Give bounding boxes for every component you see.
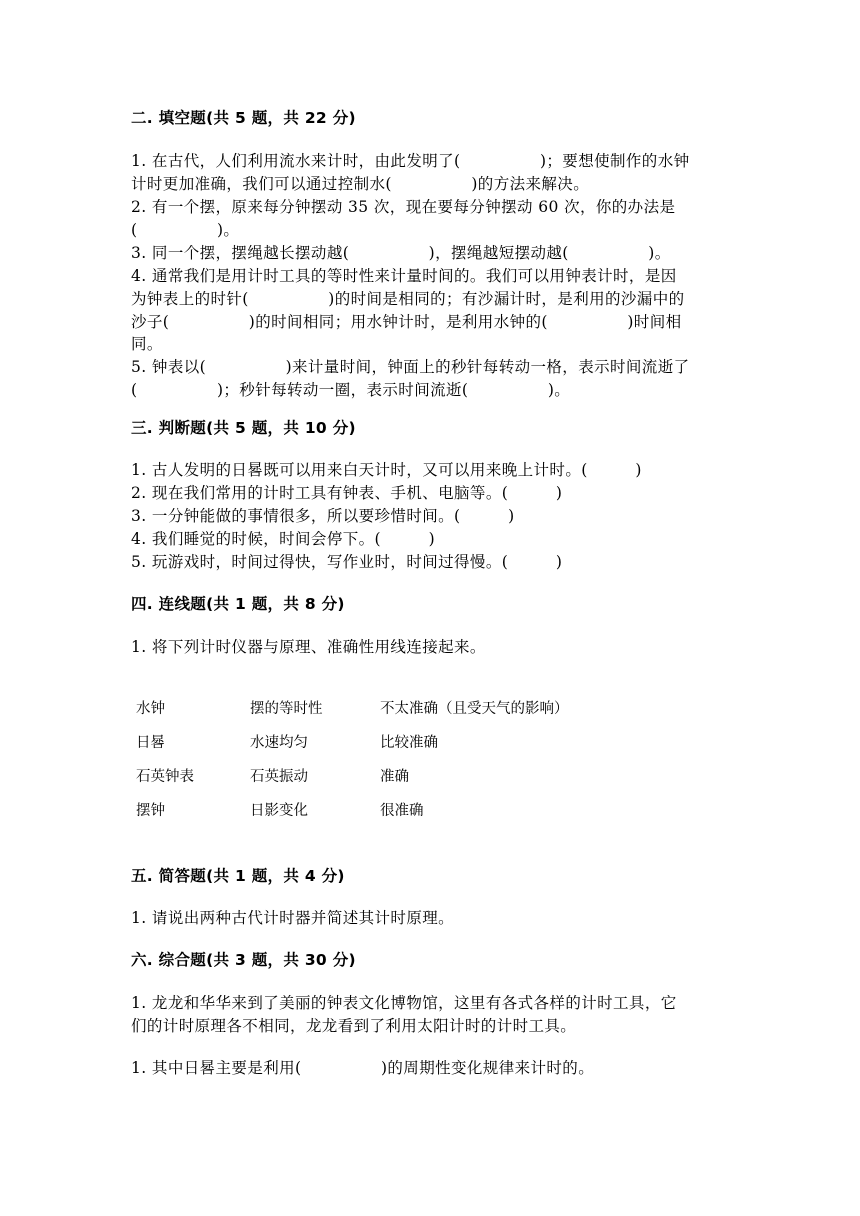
instrument-item: 日晷 <box>136 735 165 751</box>
accuracy-item: 准确 <box>380 769 409 785</box>
s6-intro-line-2: 们的计时原理各不相同，龙龙看到了利用太阳计时的计时工具。 <box>131 1017 577 1035</box>
instrument-item: 摆钟 <box>136 803 165 819</box>
instrument-item: 水钟 <box>136 701 165 717</box>
s3-line-5: 5. 玩游戏时，时间过得快，写作业时，时间过得慢。( ) <box>131 553 563 571</box>
principle-item: 石英振动 <box>250 769 308 785</box>
s2-line-2: 计时更加准确，我们可以通过控制水( )的方法来解决。 <box>131 175 590 193</box>
s2-line-11: ( )；秒针每转动一圈，表示时间流逝( )。 <box>131 381 571 399</box>
principle-item: 水速均匀 <box>250 735 308 751</box>
section-3-title: 三. 判断题(共 5 题，共 10 分) <box>131 419 356 437</box>
s4-question: 1. 将下列计时仪器与原理、准确性用线连接起来。 <box>131 638 486 656</box>
s3-line-3: 3. 一分钟能做的事情很多，所以要珍惜时间。( ) <box>131 507 515 525</box>
s2-line-1: 1. 在古代，人们利用流水来计时，由此发明了( )；要想使制作的水钟 <box>131 152 690 170</box>
s2-line-4: ( )。 <box>131 221 240 239</box>
section-2-title: 二. 填空题(共 5 题，共 22 分) <box>131 109 356 127</box>
s6-intro-line-1: 1. 龙龙和华华来到了美丽的钟表文化博物馆，这里有各式各样的计时工具，它 <box>131 994 677 1012</box>
s3-line-1: 1. 古人发明的日晷既可以用来白天计时，又可以用来晚上计时。( ) <box>131 461 642 479</box>
principle-item: 摆的等时性 <box>250 701 323 717</box>
accuracy-item: 不太准确（且受天气的影响） <box>380 701 569 717</box>
section-6-title: 六. 综合题(共 3 题，共 30 分) <box>131 951 356 969</box>
s5-question: 1. 请说出两种古代计时器并简述其计时原理。 <box>131 909 455 927</box>
section-4-title: 四. 连线题(共 1 题，共 8 分) <box>131 595 345 613</box>
accuracy-item: 很准确 <box>380 803 424 819</box>
s2-line-5: 3. 同一个摆，摆绳越长摆动越( )，摆绳越短摆动越( )。 <box>131 244 671 262</box>
principle-item: 日影变化 <box>250 803 308 819</box>
s2-line-10: 5. 钟表以( )来计量时间，钟面上的秒针每转动一格，表示时间流逝了 <box>131 358 690 376</box>
s3-line-2: 2. 现在我们常用的计时工具有钟表、手机、电脑等。( ) <box>131 484 563 502</box>
section-5-title: 五. 简答题(共 1 题，共 4 分) <box>131 867 345 885</box>
s2-line-8: 沙子( )的时间相同；用水钟计时，是利用水钟的( )时间相 <box>131 313 682 331</box>
s3-line-4: 4. 我们睡觉的时候，时间会停下。( ) <box>131 530 436 548</box>
s2-line-6: 4. 通常我们是用计时工具的等时性来计量时间的。我们可以用钟表计时，是因 <box>131 267 677 285</box>
accuracy-item: 比较准确 <box>380 735 438 751</box>
s2-line-3: 2. 有一个摆，原来每分钟摆动 35 次，现在要每分钟摆动 60 次，你的办法是 <box>131 198 676 216</box>
s6-sub-question: 1. 其中日晷主要是利用( )的周期性变化规律来计时的。 <box>131 1059 595 1077</box>
s2-line-9: 同。 <box>131 335 163 353</box>
instrument-item: 石英钟表 <box>136 769 194 785</box>
s2-line-7: 为钟表上的时针( )的时间是相同的；有沙漏计时，是利用的沙漏中的 <box>131 290 685 308</box>
